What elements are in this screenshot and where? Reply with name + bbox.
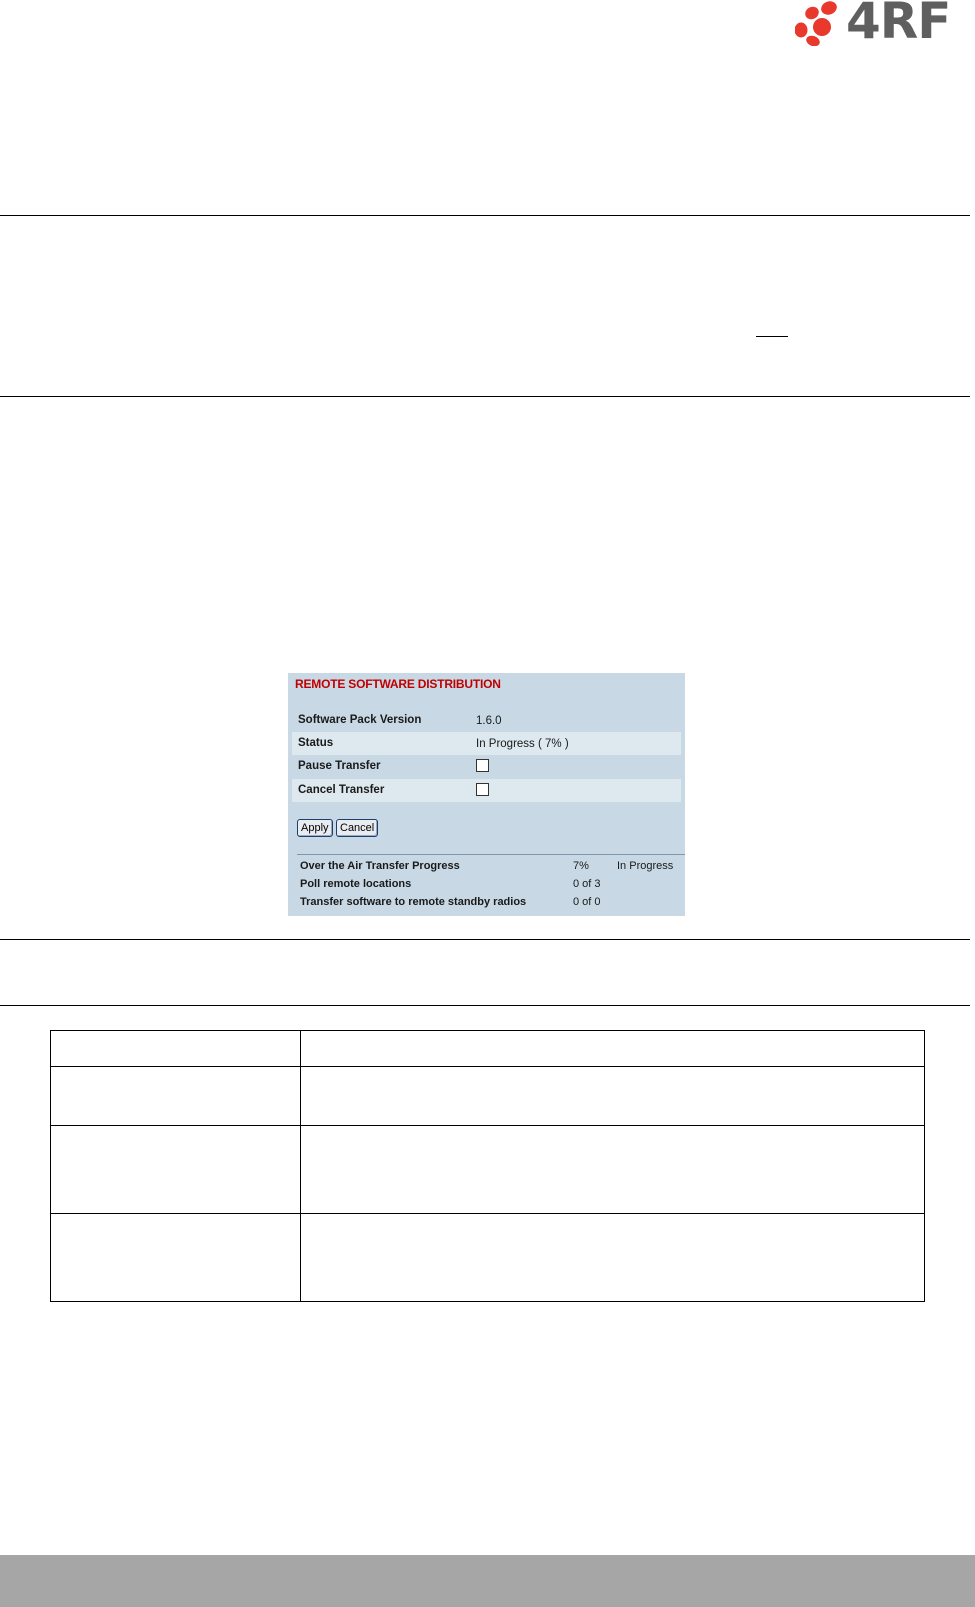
transfer-value: 0 of 0 [573, 896, 601, 908]
row-label: Cancel Transfer [298, 784, 385, 796]
software-pack-version-value: 1.6.0 [476, 715, 502, 727]
divider-1 [0, 215, 970, 216]
row-label: Pause Transfer [298, 760, 381, 772]
pause-transfer-checkbox[interactable] [476, 759, 489, 772]
transfer-status: In Progress [617, 860, 674, 872]
row-label: Software Pack Version [298, 714, 422, 726]
cancel-button[interactable]: Cancel [336, 819, 378, 837]
page-footer [0, 1555, 975, 1607]
row-software-pack-version [292, 709, 681, 732]
transfer-value: 7% [573, 860, 589, 872]
brand-logo [795, 0, 965, 50]
transfer-label: Poll remote locations [300, 878, 412, 890]
row-label: Status [298, 737, 334, 749]
underline-mark [756, 336, 788, 337]
table-row-divider [51, 1213, 924, 1214]
table-row-divider [51, 1066, 924, 1067]
divider-3 [0, 939, 970, 940]
transfer-label: Transfer software to remote standby radios [300, 896, 527, 908]
panel-title: REMOTE SOFTWARE DISTRIBUTION [295, 677, 501, 691]
logo-wordmark: 4RF [846, 0, 951, 50]
transfer-label: Over the Air Transfer Progress [300, 860, 460, 872]
row-status [292, 732, 681, 755]
table-column-divider [300, 1031, 301, 1301]
table-row-divider [51, 1125, 924, 1126]
row-pause-transfer [292, 755, 681, 778]
divider-4 [0, 1005, 970, 1006]
panel-separator [297, 854, 685, 855]
cancel-transfer-checkbox[interactable] [476, 783, 489, 796]
parameter-table [50, 1030, 925, 1302]
divider-2 [0, 396, 970, 397]
status-value: In Progress ( 7% ) [476, 738, 569, 750]
remote-software-distribution-panel [288, 673, 685, 916]
row-cancel-transfer [292, 779, 681, 802]
transfer-value: 0 of 3 [573, 878, 601, 890]
apply-button[interactable]: Apply [297, 819, 333, 837]
